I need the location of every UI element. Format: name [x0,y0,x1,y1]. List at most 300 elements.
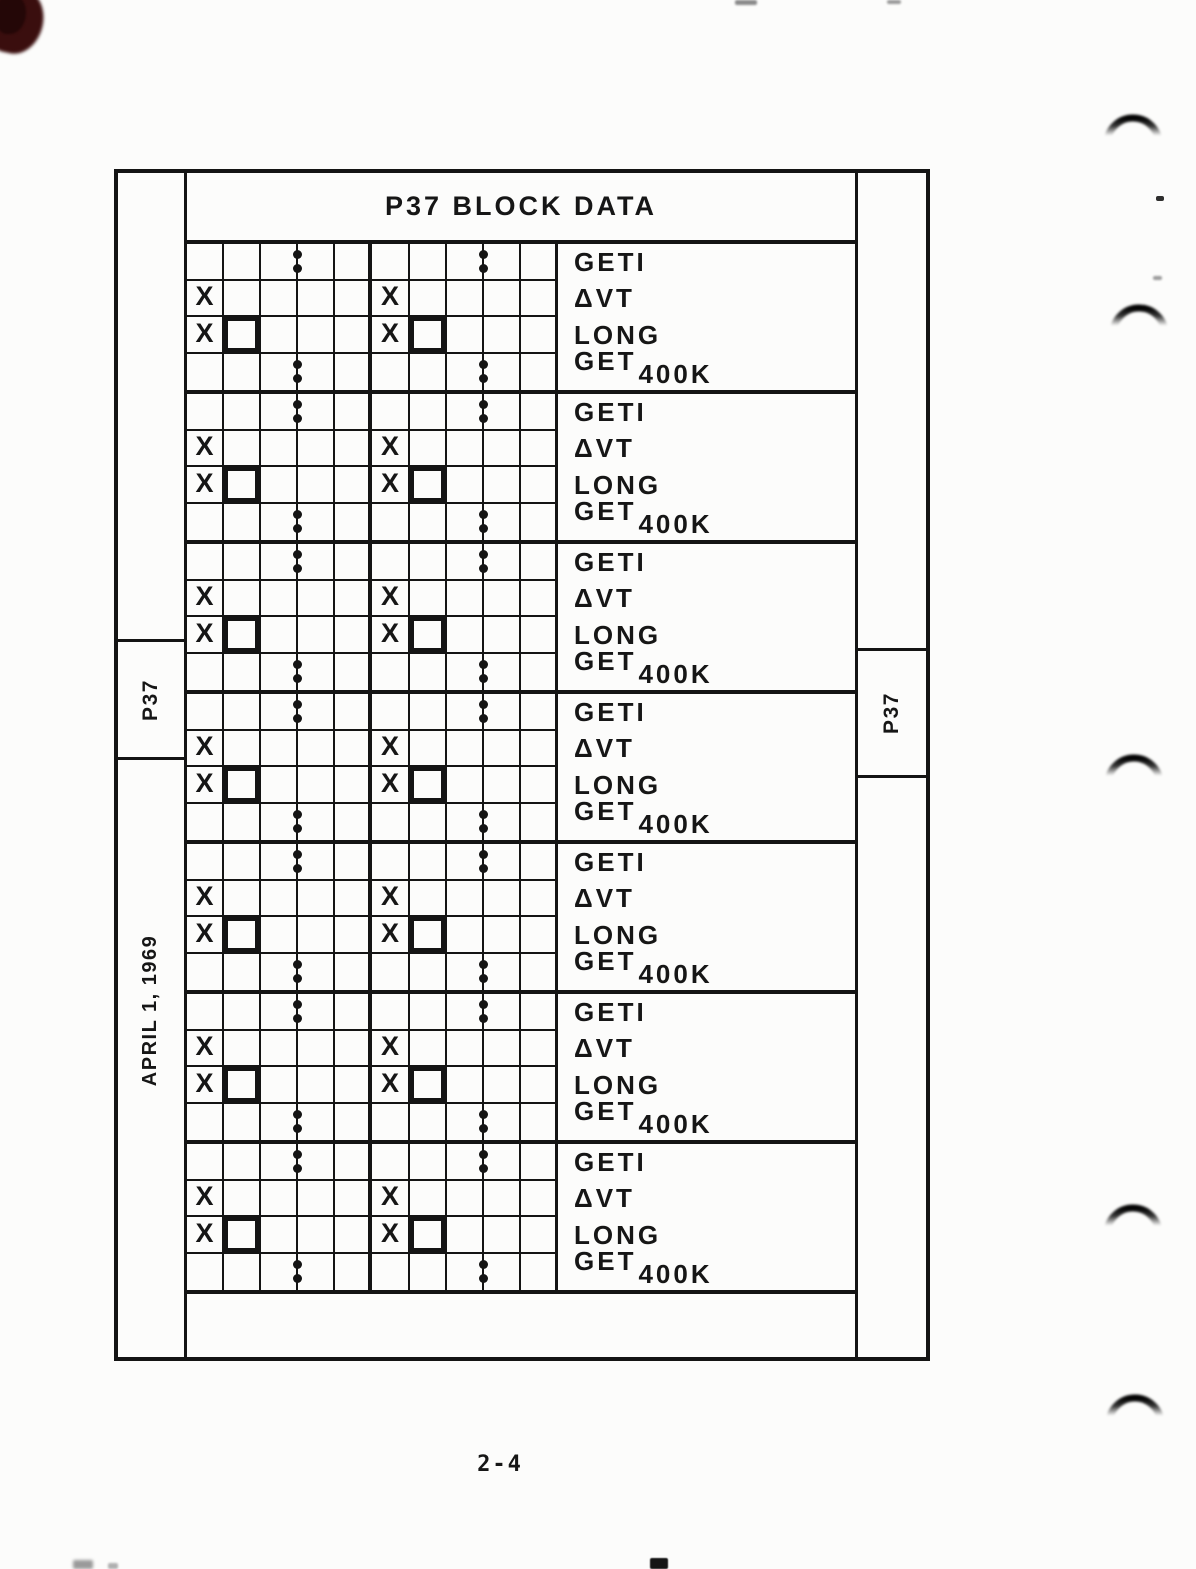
row-label-text: GETI [574,696,647,727]
row-label-text: ΔVT [574,883,635,914]
bold-box-cell [410,617,447,654]
row-label-subscript: 400K [638,359,713,390]
block-cells [187,994,558,1140]
scan-speck [108,1563,118,1569]
grid-cell [484,654,521,691]
grid-cell [521,954,558,991]
grid-cell [298,244,335,281]
grid-cell [410,1031,447,1068]
x-marked-cell: X [372,731,409,768]
bold-box-cell [410,1217,447,1254]
grid-cell [521,1181,558,1218]
row-label [574,844,647,881]
grid-cell [447,1181,484,1218]
grid-cell [335,354,372,391]
decimal-dots-cell [261,1104,298,1141]
grid-cell [484,1104,521,1141]
row-label-subscript: 400K [638,509,713,540]
x-marked-cell: X [187,617,224,654]
grid-cell [447,767,484,804]
row-label [574,346,713,390]
block-labels [558,694,856,840]
grid-cell [187,954,224,991]
grid-cell [521,1217,558,1254]
row-label-text: LONG [574,619,662,650]
row-label-text: ΔVT [574,1033,635,1064]
grid-cell [335,767,372,804]
grid-cell [410,504,447,541]
block-labels [558,544,856,690]
grid-cell [187,1144,224,1181]
bold-box-cell [224,767,261,804]
grid-cell [298,317,335,354]
grid-cell [484,994,521,1031]
row-label [574,796,713,840]
grid-cell [335,1254,372,1291]
x-marked-cell: X [372,1217,409,1254]
grid-cell [447,731,484,768]
grid-cell [298,804,335,841]
grid-cell [410,844,447,881]
grid-cell [521,731,558,768]
left-tab-p37 [117,642,185,757]
grid-cell [187,654,224,691]
row-label [574,1246,713,1290]
grid-cell [224,1254,261,1291]
grid-cell [372,394,409,431]
row-label-subscript: 400K [638,959,713,990]
grid-cell [372,994,409,1031]
grid-cell [261,317,298,354]
grid-cell [521,1104,558,1141]
grid-cell [521,694,558,731]
bold-box-cell [410,917,447,954]
bold-box-cell [224,467,261,504]
grid-cell [410,804,447,841]
block-cells [187,394,558,540]
data-block [187,1144,856,1294]
x-marked-cell: X [372,431,409,468]
row-label [574,496,713,540]
grid-cell [298,1181,335,1218]
row-label-text: ΔVT [574,283,635,314]
right-tab-p37 [858,651,926,775]
grid-cell [372,694,409,731]
grid-cell [335,994,372,1031]
bold-box-cell [410,1067,447,1104]
table-title: P37 BLOCK DATA [384,190,657,221]
grid-cell [521,544,558,581]
x-marked-cell: X [372,881,409,918]
grid-cell [410,244,447,281]
grid-cell [484,767,521,804]
grid-cell [484,354,521,391]
grid-cell [484,467,521,504]
grid-cell [187,1254,224,1291]
grid-cell [410,394,447,431]
grid-cell [410,731,447,768]
grid-cell [410,1144,447,1181]
row-label-text: GET [574,646,637,677]
grid-cell [484,1031,521,1068]
grid-cell [224,281,261,318]
grid-cell [521,354,558,391]
decimal-dots-cell [447,1104,484,1141]
grid-cell [521,1144,558,1181]
x-marked-cell: X [187,431,224,468]
grid-cell [484,431,521,468]
row-label [574,994,647,1031]
grid-cell [410,1104,447,1141]
grid-cell [224,1144,261,1181]
grid-cell [372,654,409,691]
left-tab-p37-label: P37 [139,678,162,721]
row-label-text: GETI [574,246,647,277]
grid-cell [335,244,372,281]
grid-cell [410,544,447,581]
grid-cell [261,617,298,654]
grid-cell [224,544,261,581]
x-marked-cell: X [372,467,409,504]
grid-cell [261,1067,298,1104]
grid-cell [335,881,372,918]
grid-cell [224,804,261,841]
grid-cell [521,431,558,468]
grid-cell [224,581,261,618]
scan-speck [650,1558,668,1569]
grid-cell [335,731,372,768]
row-label-text: LONG [574,319,662,350]
row-label-text: ΔVT [574,433,635,464]
grid-cell [224,1181,261,1218]
grid-cell [372,1144,409,1181]
block-labels [558,844,856,990]
row-label-subscript: 400K [638,659,713,690]
grid-cell [447,1031,484,1068]
grid-cell [447,317,484,354]
grid-cell [484,954,521,991]
grid-cell [484,804,521,841]
left-tab-date [117,760,185,1357]
grid-cell [521,881,558,918]
grid-cell [484,281,521,318]
grid-cell [335,617,372,654]
x-marked-cell: X [372,1067,409,1104]
grid-cell [335,1031,372,1068]
grid-cell [224,394,261,431]
x-marked-cell: X [187,881,224,918]
grid-cell [484,504,521,541]
right-tab-p37-label: P37 [880,692,903,734]
row-label-text: LONG [574,1219,662,1250]
grid-cell [298,731,335,768]
x-marked-cell: X [372,1181,409,1218]
grid-cell [335,1104,372,1141]
block-labels [558,994,856,1140]
grid-cell [484,881,521,918]
binder-hole-shadow [1108,290,1170,352]
grid-cell [521,1031,558,1068]
binder-hole-shadow [1103,740,1165,802]
grid-cell [298,354,335,391]
grid-cell [372,844,409,881]
decimal-dots-cell [447,1254,484,1291]
x-marked-cell: X [187,1031,224,1068]
row-label-text: GET [574,1096,637,1127]
block-cells [187,844,558,990]
grid-cell [521,844,558,881]
grid-cell [410,1181,447,1218]
grid-cell [447,431,484,468]
grid-cell [335,1144,372,1181]
binder-hole-shadow [1102,1190,1164,1252]
x-marked-cell: X [372,1031,409,1068]
grid-cell [261,467,298,504]
grid-cell [372,244,409,281]
row-label-text: ΔVT [574,733,635,764]
bold-box-cell [224,617,261,654]
grid-cell [484,844,521,881]
grid-cell [521,917,558,954]
grid-cell [298,1031,335,1068]
grid-cell [335,1217,372,1254]
row-label [574,581,635,618]
grid-cell [335,581,372,618]
grid-cell [484,244,521,281]
decimal-dots-cell [261,994,298,1031]
grid-cell [410,881,447,918]
grid-cell [372,1254,409,1291]
row-label [574,1181,635,1218]
x-marked-cell: X [187,467,224,504]
grid-cell [410,694,447,731]
row-label [574,731,635,768]
decimal-dots-cell [447,694,484,731]
row-label-text: LONG [574,769,662,800]
data-block [187,244,856,394]
grid-cell [224,954,261,991]
grid-cell [447,1067,484,1104]
x-marked-cell: X [372,917,409,954]
grid-cell [484,544,521,581]
grid-cell [447,467,484,504]
row-label-text: GETI [574,396,647,427]
row-label-subscript: 400K [638,1109,713,1140]
row-label [574,1096,713,1140]
grid-cell [224,731,261,768]
grid-cell [298,544,335,581]
grid-cell [224,354,261,391]
right-tab-cell-line [858,775,926,778]
data-block [187,544,856,694]
grid-cell [521,994,558,1031]
grid-cell [298,881,335,918]
grid-cell [224,1031,261,1068]
grid-cell [372,354,409,391]
grid-cell [335,467,372,504]
grid-cell [372,1104,409,1141]
x-marked-cell: X [187,581,224,618]
grid-cell [484,1067,521,1104]
row-label-text: GET [574,946,637,977]
grid-cell [224,994,261,1031]
row-label-text: LONG [574,919,662,950]
grid-cell [521,281,558,318]
grid-cell [187,804,224,841]
grid-cell [372,504,409,541]
row-label-text: ΔVT [574,583,635,614]
row-label-text: GET [574,796,637,827]
scan-speck [1156,196,1164,201]
grid-cell [298,394,335,431]
decimal-dots-cell [447,954,484,991]
scan-speck [1153,276,1162,280]
grid-cell [521,654,558,691]
grid-cell [187,354,224,391]
decimal-dots-cell [261,654,298,691]
row-label-text: LONG [574,1069,662,1100]
row-label [574,946,713,990]
grid-cell [298,767,335,804]
block-labels [558,244,856,390]
scan-speck [735,0,757,5]
row-label-subscript: 400K [638,1259,713,1290]
block-labels [558,394,856,540]
grid-cell [261,881,298,918]
grid-cell [410,954,447,991]
grid-cell [224,1104,261,1141]
decimal-dots-cell [447,844,484,881]
data-block [187,394,856,544]
grid-cell [447,281,484,318]
x-marked-cell: X [187,1067,224,1104]
decimal-dots-cell [261,354,298,391]
grid-cell [335,844,372,881]
grid-cell [224,431,261,468]
grid-cell [484,694,521,731]
bold-box-cell [410,767,447,804]
x-marked-cell: X [187,281,224,318]
grid-cell [484,317,521,354]
decimal-dots-cell [447,394,484,431]
grid-cell [410,431,447,468]
scan-speck [887,0,901,4]
row-label [574,1144,647,1181]
grid-cell [261,1031,298,1068]
grid-cell [261,731,298,768]
grid-cell [335,317,372,354]
decimal-dots-cell [261,844,298,881]
block-cells [187,544,558,690]
row-label-text: GET [574,1246,637,1277]
decimal-dots-cell [261,694,298,731]
binder-hole-shadow [1102,100,1164,162]
grid-cell [521,581,558,618]
block-cells [187,244,558,390]
grid-cell [410,1254,447,1291]
decimal-dots-cell [447,994,484,1031]
grid-cell [447,881,484,918]
grid-cell [298,1217,335,1254]
grid-cell [261,431,298,468]
decimal-dots-cell [447,244,484,281]
row-label-text: ΔVT [574,1183,635,1214]
grid-cell [187,994,224,1031]
x-marked-cell: X [372,317,409,354]
grid-cell [298,1067,335,1104]
grid-cell [335,544,372,581]
grid-cell [298,694,335,731]
grid-cell [298,504,335,541]
x-marked-cell: X [187,1181,224,1218]
grid-cell [410,581,447,618]
row-label [574,881,635,918]
grid-cell [447,617,484,654]
binder-hole-shadow [1104,1380,1166,1442]
block-grid [187,244,856,1294]
grid-cell [335,281,372,318]
grid-cell [298,1144,335,1181]
grid-cell [372,804,409,841]
row-label-subscript: 400K [638,809,713,840]
grid-cell [261,281,298,318]
grid-cell [521,504,558,541]
decimal-dots-cell [261,394,298,431]
grid-cell [335,804,372,841]
block-cells [187,694,558,840]
grid-cell [224,244,261,281]
grid-cell [484,1181,521,1218]
grid-cell [187,1104,224,1141]
grid-cell [187,544,224,581]
grid-cell [484,1144,521,1181]
row-label [574,431,635,468]
x-marked-cell: X [187,731,224,768]
grid-cell [298,994,335,1031]
grid-cell [298,1254,335,1291]
decimal-dots-cell [261,504,298,541]
row-label [574,646,713,690]
row-label-text: GETI [574,846,647,877]
grid-cell [484,1254,521,1291]
decimal-dots-cell [261,954,298,991]
row-label [574,244,647,281]
grid-cell [261,767,298,804]
x-marked-cell: X [187,317,224,354]
row-label-text: GET [574,496,637,527]
grid-cell [298,954,335,991]
grid-cell [521,394,558,431]
grid-cell [484,731,521,768]
grid-cell [521,244,558,281]
bold-box-cell [224,917,261,954]
grid-cell [335,504,372,541]
row-label [574,544,647,581]
decimal-dots-cell [261,244,298,281]
grid-cell [298,467,335,504]
block-labels [558,1144,856,1290]
row-label [574,694,647,731]
grid-cell [410,994,447,1031]
bold-box-cell [224,1217,261,1254]
decimal-dots-cell [447,654,484,691]
bold-box-cell [410,467,447,504]
grid-cell [261,917,298,954]
grid-cell [187,504,224,541]
grid-cell [484,617,521,654]
row-label-text: GETI [574,996,647,1027]
grid-cell [187,844,224,881]
